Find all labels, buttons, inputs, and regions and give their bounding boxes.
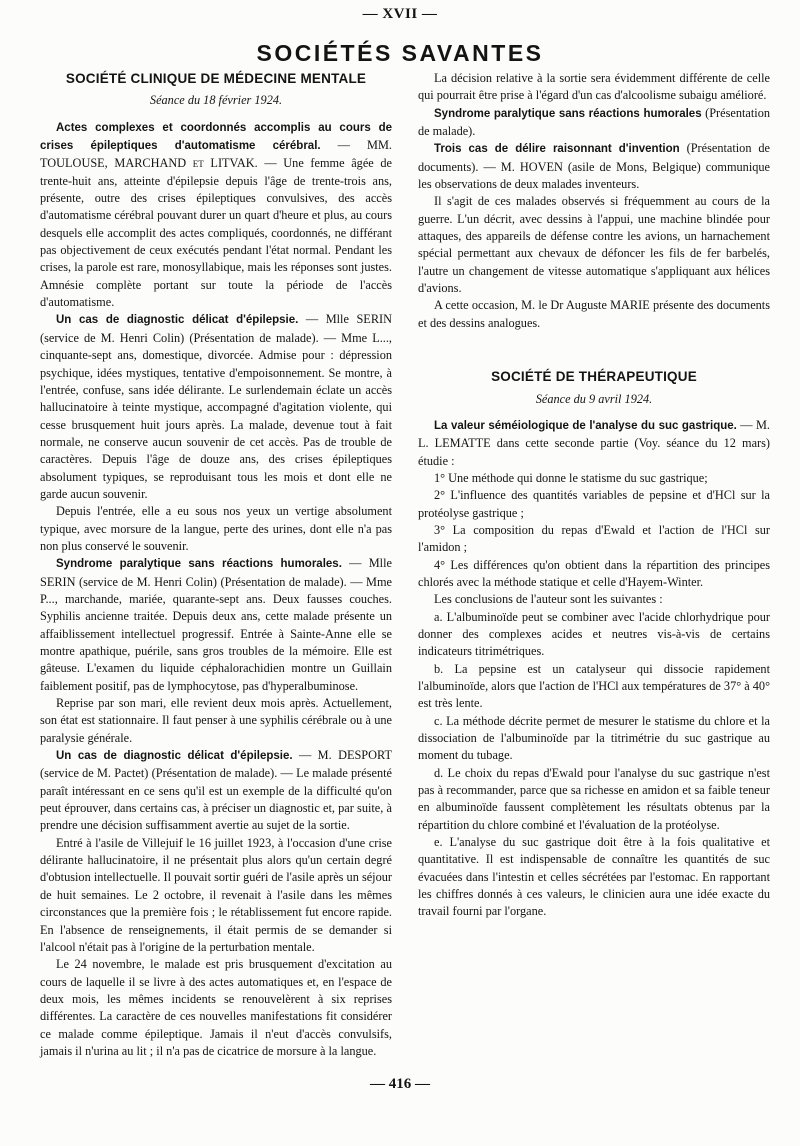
- article-paragraph: [418, 140, 770, 193]
- conclusions-intro: Les conclusions de l'auteur sont les suivantes :: [434, 592, 663, 607]
- page-header-roman: — XVII —: [362, 6, 438, 22]
- article-title: Syndrome paralytique sans réactions humorales: [434, 107, 702, 120]
- article-paragraph: [418, 417, 770, 470]
- article-paragraph: Depuis l'entrée, elle a eu sous nos yeux un vertige absolument typique, avec morsure de la langue, perte des urines, dont elle n'a pas non plus conservé le souvenir.: [40, 504, 392, 553]
- list-item: 4° Les différences qu'on obtient dans la répartition des principes chlorés avec la méthode statique et celle d'Hayem-Winter.: [418, 557, 770, 589]
- conclusion-item: c. La méthode décrite permet de mesurer le statisme du chlore et la dissociation de l'albuminoïde par la titrimétrie du suc gastrique au moment du tubage.: [418, 713, 770, 763]
- page-number: — 416 —: [370, 1076, 430, 1092]
- article-paragraph: La décision relative à la sortie sera évidemment différente de celle qui pourrait être prise à l'égard d'un cas d'alcoolisme subaigu amélioré.: [418, 71, 770, 103]
- article-paragraph: [40, 119, 392, 312]
- section-title: SOCIÉTÉS SAVANTES: [256, 40, 544, 66]
- article-paragraph: A cette occasion, M. le Dr Auguste MARIE présente des documents et des dessins analogues.: [418, 298, 770, 330]
- article-paragraph: [40, 311, 392, 503]
- society-heading: SOCIÉTÉ DE THÉRAPEUTIQUE: [491, 369, 697, 385]
- article-paragraph: Entré à l'asile de Villejuif le 16 juillet 1923, à l'occasion d'une crise délirante hallucinatoire, il ne présentait plus alors qu'un certain degré d'obtusion intellectuelle. Il pouvait sortir guéri de l'asile après un séjour de huit semaines. Le 2 octobre, il revenait à l'asile dans les mêmes circonstances que la première fois ; le rétablissement fut encore rapide. En l'absence de renseignements, il était permis de se demander si l'alcool n'était pas à l'origine de la perturbation mentale.: [40, 835, 392, 954]
- article-text: (Présentation de documents). — M. HOVEN (asile de Mons, Belgique) communique les observations de deux malades inventeurs.: [418, 141, 771, 192]
- seance-date: Séance du 9 avril 1924.: [535, 391, 653, 406]
- list-item: 3° La composition du repas d'Ewald et l'action de l'HCl sur l'amidon ;: [418, 522, 770, 555]
- article-authors: — MM. TOULOUSE, MARCHAND et LITVAK.: [40, 138, 392, 171]
- article-title: Trois cas de délire raisonnant d'invention: [434, 143, 680, 156]
- conclusion-item: a. L'albuminoïde peut se combiner avec l'acide chlorhydrique pour donner des complexes acides et neutres vis-à-vis de certains indicateurs titrimétriques.: [418, 609, 770, 659]
- article-paragraph: [40, 555, 392, 695]
- article-paragraph: Le 24 novembre, le malade est pris brusquement d'excitation au cours de laquelle il se livre à des actes automatiques et, en l'espace de deux mois, les mêmes incidents se renouvelèrent à six reprises différentes. La caractère de ces nouvelles manifestations fit considérer ce malade comme épileptique. Jamais il n'eut d'accès convulsifs, jamais il n'urina au lit ; il n'a pas de cicatrice de morsure à la langue.: [40, 957, 392, 1058]
- left-column: [40, 70, 392, 1060]
- article-title: Syndrome paralytique sans réactions humorales.: [56, 558, 342, 571]
- article-text: — Une femme âgée de trente-huit ans, atteinte d'épilepsie depuis l'âge de trente-trois ans, présente, outre des crises épileptiques convulsives, des accès d'automatisme cérébral pouvant durer un quart d'heure et plus, au cours desquels elle accomplit des actes compliqués, coordonnés, ne différant pas objectivement de ceux exécutés pendant l'état normal. Pendant les crises, la parole est rare, monosyllabique, mais les réponses sont justes. Amnésie complète portant sur toute la période de l'accès d'automatisme.: [40, 156, 392, 310]
- article-text: (Présentation de malade).: [418, 105, 771, 139]
- conclusion-item: d. Le choix du repas d'Ewald pour l'analyse du suc gastrique n'est pas à recommander, parce que sa richesse en amidon et sa faible teneur en albuminoïde faussent complètement les résultats obtenus par la répartition du chlore combiné et l'évaluation de la protéolyse.: [418, 765, 770, 832]
- article-authors: — M. DESPORT (service de M. Pactet) (Présentation de malade).: [40, 748, 392, 781]
- conclusion-item: b. La pepsine est un catalyseur qui dissocie rapidement l'albuminoïde, alors que l'action de l'HCl aux températures de 37° à 40° est très lente.: [418, 661, 770, 711]
- seance-date: Séance du 18 février 1924.: [149, 93, 283, 108]
- article-title: Un cas de diagnostic délicat d'épilepsie.: [56, 314, 299, 327]
- article-text: — Mme P..., marchande, mariée, quarante-sept ans. Deux fausses couches. Syphilis ancienne traitée. Depuis deux ans, cette malade présente un affaiblissement intellectuel progressif. Entrée à Sainte-Anne elle se montre apathique, puérile, sans gros troubles de la mémoire. Elle est gâteuse. L'examen du liquide céphalorachidien montre un Guillain faiblement positif, pas de lymphocytose, pas d'hyperalbuminose.: [40, 574, 392, 693]
- society-heading: SOCIÉTÉ CLINIQUE DE MÉDECINE MENTALE: [65, 71, 367, 86]
- article-paragraph: Reprise par son mari, elle revient deux mois après. Actuellement, son état est stationnaire. Il faut penser à une syphilis cérébrale ou à une paralysie générale.: [40, 696, 392, 745]
- list-item: 2° L'influence des quantités variables de pepsine et d'HCl sur la protéolyse gastrique ;: [418, 488, 770, 520]
- right-column: [418, 70, 770, 921]
- article-paragraph: [40, 747, 392, 835]
- article-text: — Le malade présenté paraît intéressant en ce sens qu'il est un exemple de la difficulté qu'on peut éprouver, dans certains cas, à préciser un diagnostic et, par suite, à prendre une décision suffisamment avertie au sujet de la sortie.: [40, 766, 392, 833]
- article-paragraph: Il s'agit de ces malades observés si fréquemment au cours de la guerre. L'un décrit, avec dessins à l'appui, une machine blindée pour attaques, des appareils de défense contre les avions, un harnachement spécial permettant aux chevaux de défoncer les fils de fer barbelés, l'autre un changement de vitesse automatique s'appliquant aux hélices d'avions.: [418, 194, 770, 296]
- article-title: Un cas de diagnostic délicat d'épilepsie.: [56, 750, 293, 763]
- article-authors: — Mlle SERIN (service de M. Henri Colin) (Présentation de malade).: [40, 312, 392, 345]
- article-paragraph: [418, 105, 770, 141]
- article-authors: — Mlle SERIN (service de M. Henri Colin) (Présentation de malade).: [40, 556, 392, 589]
- article-text: — M. L. LEMATTE dans cette seconde partie (Voy. séance du 12 mars) étudie :: [418, 417, 770, 468]
- article-text: — Mme L..., cinquante-sept ans, domestique, divorcée. Admise pour : dépression psychique, idées mystiques, tentative d'empoisonnement. Se montre, à l'entrée, confuse, sans idée délirante. Le surlendemain éclate un accès hallucinatoire à teinte mystique, accompagné d'agitation violente, qui cesse brusquement huit jours après. La malade, devenue tout à fait normale, ne conserve aucun souvenir de cet accès. Pas de trouble de caractères. Depuis l'âge de douze ans, des crises épileptiques absolument typiques, se reproduisant tous les mois et dont elle ne garde aucun souvenir.: [40, 330, 393, 501]
- conclusion-item: e. L'analyse du suc gastrique doit être à la fois qualitative et quantitative. Il est indispensable de connaître les quantités de suc évacuées dans l'intestin et celles sécrétées par l'estomac. En rapportant les chiffres donnés à ces valeurs, le clinicien aura une idée exacte du travail fourni par l'organe.: [418, 835, 770, 919]
- list-item: 1° Une méthode qui donne le statisme du suc gastrique;: [434, 470, 708, 485]
- article-title: La valeur séméiologique de l'analyse du suc gastrique.: [434, 419, 737, 432]
- article-title: Actes complexes et coordonnés accomplis au cours de crises épileptiques d'automatisme cérébral.: [40, 121, 392, 153]
